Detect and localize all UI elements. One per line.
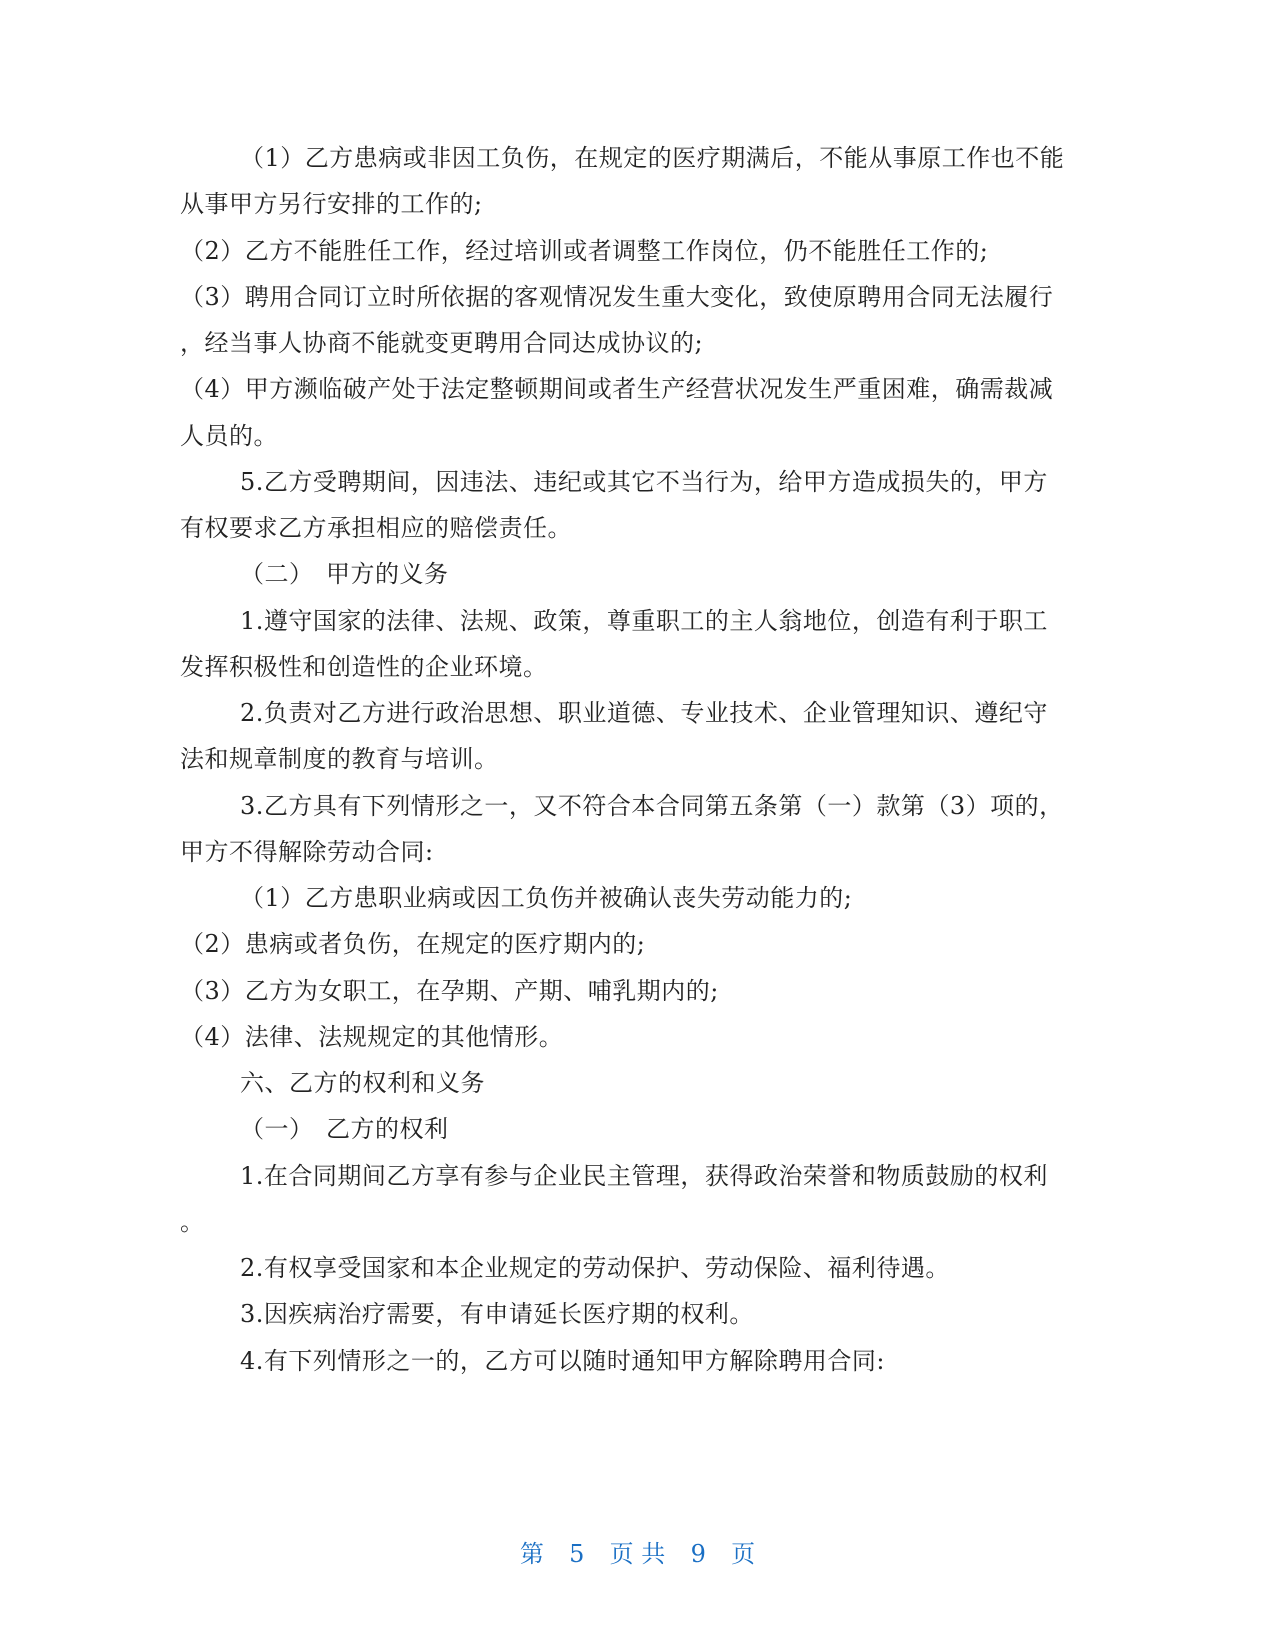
text-line: 。 [180,1208,205,1236]
text-line: 发挥积极性和创造性的企业环境。 [180,653,548,681]
footer-page-number: 5 [569,1540,585,1568]
section-heading: 六、乙方的权利和义务 [240,1069,485,1097]
text-line: ，经当事人协商不能就变更聘用合同达成协议的; [180,329,704,357]
text-line: （2）患病或者负伤，在规定的医疗期内的; [180,930,646,958]
text-line: （2）乙方不能胜任工作，经过培训或者调整工作岗位，仍不能胜任工作的; [180,237,989,265]
text-line: 1.在合同期间乙方享有参与企业民主管理，获得政治荣誉和物质鼓励的权利 [240,1162,1048,1190]
page-footer [0,1538,1275,1570]
text-line: （1）乙方患病或非因工负伤，在规定的医疗期满后，不能从事原工作也不能 [240,144,1065,172]
text-line: 甲方不得解除劳动合同: [180,838,434,866]
text-line: 从事甲方另行安排的工作的; [180,190,483,218]
footer-total-pages: 9 [690,1540,706,1568]
text-line: 法和规章制度的教育与培训。 [180,745,499,773]
section-heading: （一） 乙方的权利 [240,1115,449,1143]
text-line: （3）乙方为女职工，在孕期、产期、哺乳期内的; [180,977,719,1005]
text-line: 4.有下列情形之一的，乙方可以随时通知甲方解除聘用合同: [240,1347,885,1375]
text-line: （4）甲方濒临破产处于法定整顿期间或者生产经营状况发生严重困难，确需裁减 [180,375,1054,403]
text-line: 5.乙方受聘期间，因违法、违纪或其它不当行为，给甲方造成损失的，甲方 [240,468,1048,496]
text-line: （4）法律、法规规定的其他情形。 [180,1023,564,1051]
text-line: 3.因疾病治疗需要，有申请延长医疗期的权利。 [240,1300,754,1328]
text-line: 2.有权享受国家和本企业规定的劳动保护、劳动保险、福利待遇。 [240,1254,950,1282]
footer-middle: 页 共 [609,1540,666,1568]
text-line: （3）聘用合同订立时所依据的客观情况发生重大变化，致使原聘用合同无法履行 [180,283,1054,311]
text-line: 1.遵守国家的法律、法规、政策，尊重职工的主人翁地位，创造有利于职工 [240,607,1048,635]
text-line: 人员的。 [180,422,278,450]
text-line: （1）乙方患职业病或因工负伤并被确认丧失劳动能力的; [240,884,853,912]
text-line: 有权要求乙方承担相应的赔偿责任。 [180,514,572,542]
footer-prefix: 第 [519,1540,544,1568]
text-line: 3.乙方具有下列情形之一，又不符合本合同第五条第（一）款第（3）项的， [240,792,1064,820]
section-heading: （二） 甲方的义务 [240,560,449,588]
text-line: 2.负责对乙方进行政治思想、职业道德、专业技术、企业管理知识、遵纪守 [240,699,1048,727]
footer-suffix: 页 [731,1540,756,1568]
